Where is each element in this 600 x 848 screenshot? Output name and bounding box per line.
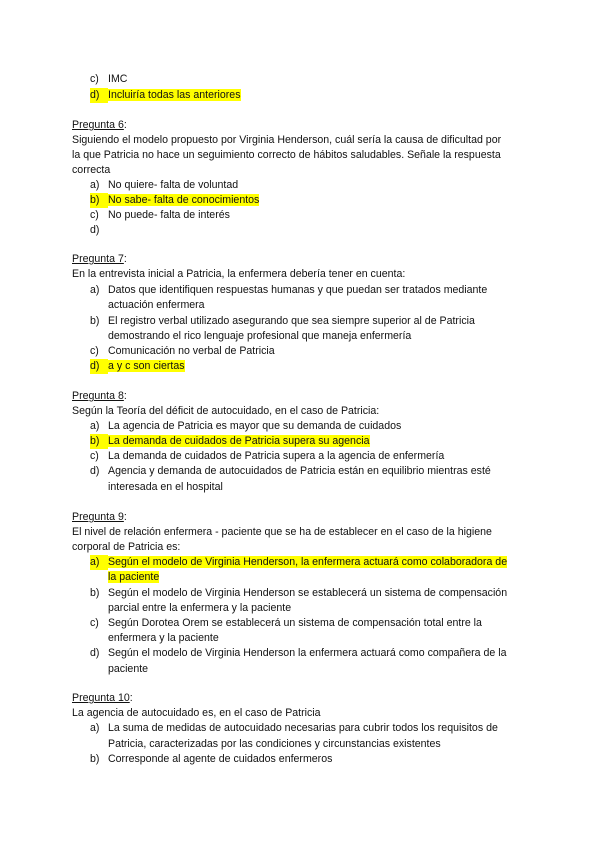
- q8-option-b: b) La demanda de cuidados de Patricia supera su agencia: [90, 435, 370, 447]
- q6-option-d: d): [90, 224, 100, 236]
- q8-stem-line: Según la Teoría del déficit de autocuidado, en el caso de Patricia:: [72, 405, 380, 417]
- q6-stem-line: correcta: [72, 164, 111, 176]
- q9-option-a: a) Según el modelo de Virginia Henderson, la enfermera actuará como colaboradora de: [90, 556, 508, 568]
- q6-stem-line: la que Patricia no hace un seguimiento correcto de hábitos saludables. Señale la respuesta: [72, 149, 501, 161]
- q9-option-a-cont: la paciente: [108, 571, 160, 583]
- q9-stem-line: El nivel de relación enfermera - paciente que se ha de establecer en el caso de la higiene: [72, 526, 492, 538]
- q9-option-d-cont: paciente: [108, 663, 149, 675]
- q8-option-d: d) Agencia y demanda de autocuidados de Patricia están en equilibrio mientras esté: [90, 465, 491, 477]
- q6-option-b: b) No sabe- falta de conocimientos: [90, 194, 260, 206]
- top-option-d: d) Incluiría todas las anteriores: [90, 89, 241, 101]
- q8-option-c: c) La demanda de cuidados de Patricia supera a la agencia de enfermería: [90, 450, 445, 462]
- q7-option-b-cont: demostrando el rico lenguaje profesional que maneja enfermería: [108, 330, 412, 342]
- q9-option-c: c) Según Dorotea Orem se establecerá un sistema de compensación total entre la: [90, 617, 482, 629]
- q6-title: Pregunta 6:: [72, 119, 127, 131]
- q7-option-b: b) El registro verbal utilizado asegurando que sea siempre superior al de Patricia: [90, 315, 475, 327]
- q7-option-a-cont: actuación enfermera: [108, 299, 205, 311]
- q10-title: Pregunta 10:: [72, 692, 133, 704]
- q7-title: Pregunta 7:: [72, 253, 127, 265]
- q6-option-c: c) No puede- falta de interés: [90, 209, 230, 221]
- q9-option-b: b) Según el modelo de Virginia Henderson se establecerá un sistema de compensación: [90, 587, 508, 599]
- q6-stem-line: Siguiendo el modelo propuesto por Virginia Henderson, cuál sería la causa de dificultad por: [72, 134, 502, 146]
- q7-option-a: a) Datos que identifiquen respuestas humanas y que puedan ser tratados mediante: [90, 284, 488, 296]
- q9-option-b-cont: parcial entre la enfermera y la paciente: [108, 602, 292, 614]
- top-option-c: c) IMC: [90, 73, 128, 85]
- q8-title: Pregunta 8:: [72, 390, 127, 402]
- q7-option-d: d) a y c son ciertas: [90, 360, 185, 372]
- q7-stem-line: En la entrevista inicial a Patricia, la enfermera debería tener en cuenta:: [72, 268, 406, 280]
- q10-stem-line: La agencia de autocuidado es, en el caso de Patricia: [72, 707, 321, 719]
- q9-title: Pregunta 9:: [72, 511, 127, 523]
- q9-stem-line: corporal de Patricia es:: [72, 541, 181, 553]
- q7-option-c: c) Comunicación no verbal de Patricia: [90, 345, 275, 357]
- q10-option-b: b) Corresponde al agente de cuidados enfermeros: [90, 753, 333, 765]
- q8-option-a: a) La agencia de Patricia es mayor que su demanda de cuidados: [90, 420, 402, 432]
- q10-option-a: a) La suma de medidas de autocuidado necesarias para cubrir todos los requisitos de: [90, 722, 498, 734]
- q8-option-d-cont: interesada en el hospital: [108, 481, 223, 493]
- q9-option-c-cont: enfermera y la paciente: [108, 632, 219, 644]
- q9-option-d: d) Según el modelo de Virginia Henderson la enfermera actuará como compañera de la: [90, 647, 507, 659]
- q6-option-a: a) No quiere- falta de voluntad: [90, 179, 239, 191]
- q10-option-a-cont: Patricia, caracterizadas por las condiciones y circunstancias existentes: [108, 738, 441, 750]
